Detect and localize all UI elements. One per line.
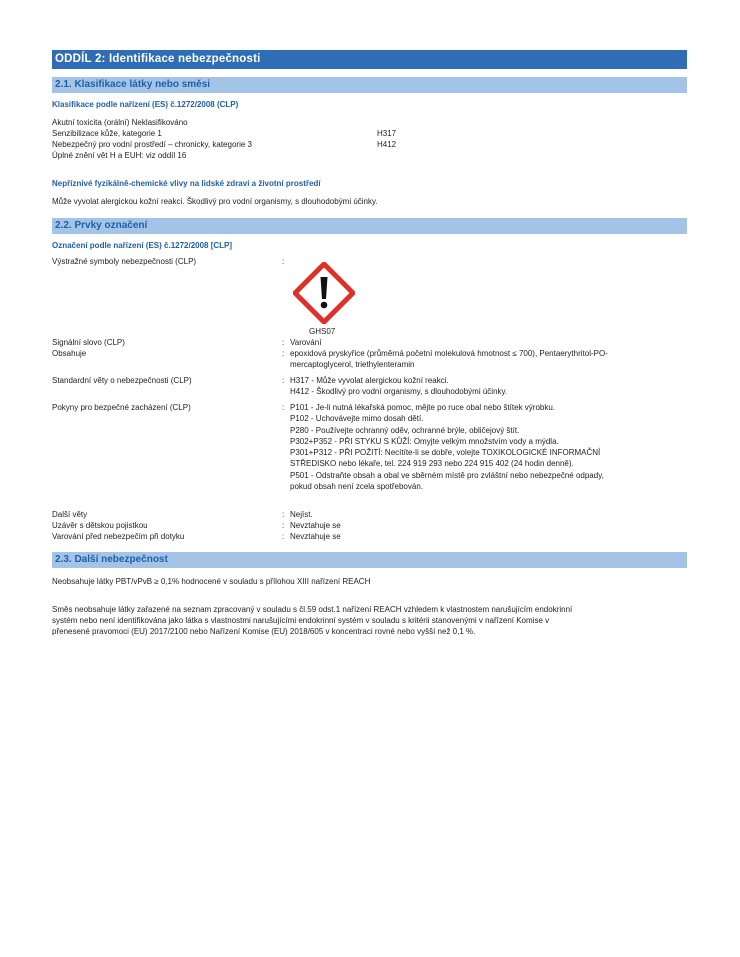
colon: : (282, 257, 285, 266)
endocrine-text-line: Směs neobsahuje látky zařazené na seznam zpracovaný v souladu s čl.59 odst.1 nařízení REACH vzhledem k vlastnostem narušujícím endokrinní (52, 605, 573, 614)
other-phrases-label: Další věty (52, 510, 88, 519)
contains-label: Obsahuje (52, 349, 87, 358)
clp-classification-heading: Klasifikace podle nařízení (ES) č.1272/2008 (CLP) (52, 100, 239, 109)
exclamation-mark-diamond-icon (293, 262, 355, 324)
hazard-statements-label: Standardní věty o nebezpečnosti (CLP) (52, 376, 192, 385)
subsection-2-1-header: 2.1. Klasifikace látky nebo směsi (52, 77, 687, 93)
tactile-warning-label: Varování před nebezpečím při dotyku (52, 532, 185, 541)
precautionary-statements-label: Pokyny pro bezpečné zacházení (CLP) (52, 403, 191, 412)
colon: : (282, 349, 285, 358)
colon: : (282, 338, 285, 347)
colon: : (282, 510, 285, 519)
tactile-warning-value: Nevztahuje se (290, 532, 341, 541)
classification-row-label: Nebezpečný pro vodní prostředí – chronicky, kategorie 3 (52, 140, 252, 149)
contains-value: epoxidová pryskyřice (průměrná početní molekulová hmotnost ≤ 700), Pentaerythritol-PO- mercaptoglycerol, triethylenteramin (290, 349, 608, 370)
child-closure-value: Nevztahuje se (290, 521, 341, 530)
classification-row-label: Senzibilizace kůže, kategorie 1 (52, 129, 162, 138)
colon: : (282, 532, 285, 541)
child-closure-label: Uzávěr s dětskou pojistkou (52, 521, 148, 530)
colon: : (282, 403, 285, 412)
colon: : (282, 521, 285, 530)
precautionary-statements-value: P101 - Je-li nutná lékařská pomoc, mějte po ruce obal nebo štítek výrobku. P102 - Uchovávejte mimo dosah dětí. P280 - Používejte ochranný oděv, ochranné brýle, obličejový štít. P302+P352 - PŘI STYKU S KŮŽÍ: Omyjte velkým množstvím vody a mýdla. P301+P312 - PŘI POŽITÍ: Necítíte-li se dobře, volejte TOXIKOLOGICKÉ INFORMAČNÍ STŘEDISKO nebo lékaře, tel. 224 919 293 nebo 224 915 402 (24 hodin denně). P501 - Odstraňte obsah a obal ve sběrném místě pro zvláštní nebo nebezpečné odpady, pokud obsah není zcela spotřebován. (290, 403, 604, 492)
endocrine-text-line: systém nebo není identifikována jako látka s vlastnostmi narušujícími endokrinní systém v souladu s kritérii stanovenými v nařízení Komise v (52, 616, 550, 625)
classification-row-code: H317 (377, 129, 397, 138)
section-2-header: ODDÍL 2: Identifikace nebezpečnosti (52, 50, 687, 69)
other-phrases-value: Nejíst. (290, 510, 313, 519)
signal-word-label: Signální slovo (CLP) (52, 338, 125, 347)
pictogram-label: Výstražné symboly nebezpečnosti (CLP) (52, 257, 197, 266)
adverse-effects-heading: Nepříznivé fyzikálně-chemické vlivy na lidské zdraví a životní prostředí (52, 179, 321, 188)
adverse-effects-text: Může vyvolat alergickou kožní reakci. Škodlivý pro vodní organismy, s dlouhodobými účinky. (52, 197, 378, 206)
signal-word-value: Varování (290, 338, 322, 347)
hazard-statements-value: H317 - Může vyvolat alergickou kožní reakci. H412 - Škodlivý pro vodní organismy, s dlouhodobými účinky. (290, 376, 508, 397)
endocrine-text-line: přenesené pravomoci (EU) 2017/2100 nebo Nařízení Komise (EU) 2018/605 v koncentraci rovné nebo vyšší než 0,1 %. (52, 627, 476, 636)
classification-row-label: Akutní toxicita (orální) Neklasifikováno (52, 118, 188, 127)
subsection-2-3-header: 2.3. Další nebezpečnost (52, 552, 687, 568)
classification-row-code: H412 (377, 140, 397, 149)
classification-row-label: Úplné znění vět H a EUH: viz oddíl 16 (52, 151, 187, 160)
subsection-2-2-header: 2.2. Prvky označení (52, 218, 687, 234)
clp-labelling-heading: Označení podle nařízení (ES) č.1272/2008 [CLP] (52, 241, 233, 250)
pictogram-code: GHS07 (309, 327, 336, 336)
pbt-vpvb-text: Neobsahuje látky PBT/vPvB ≥ 0,1% hodnocené v souladu s přílohou XIII nařízení REACH (52, 577, 371, 586)
colon: : (282, 376, 285, 385)
